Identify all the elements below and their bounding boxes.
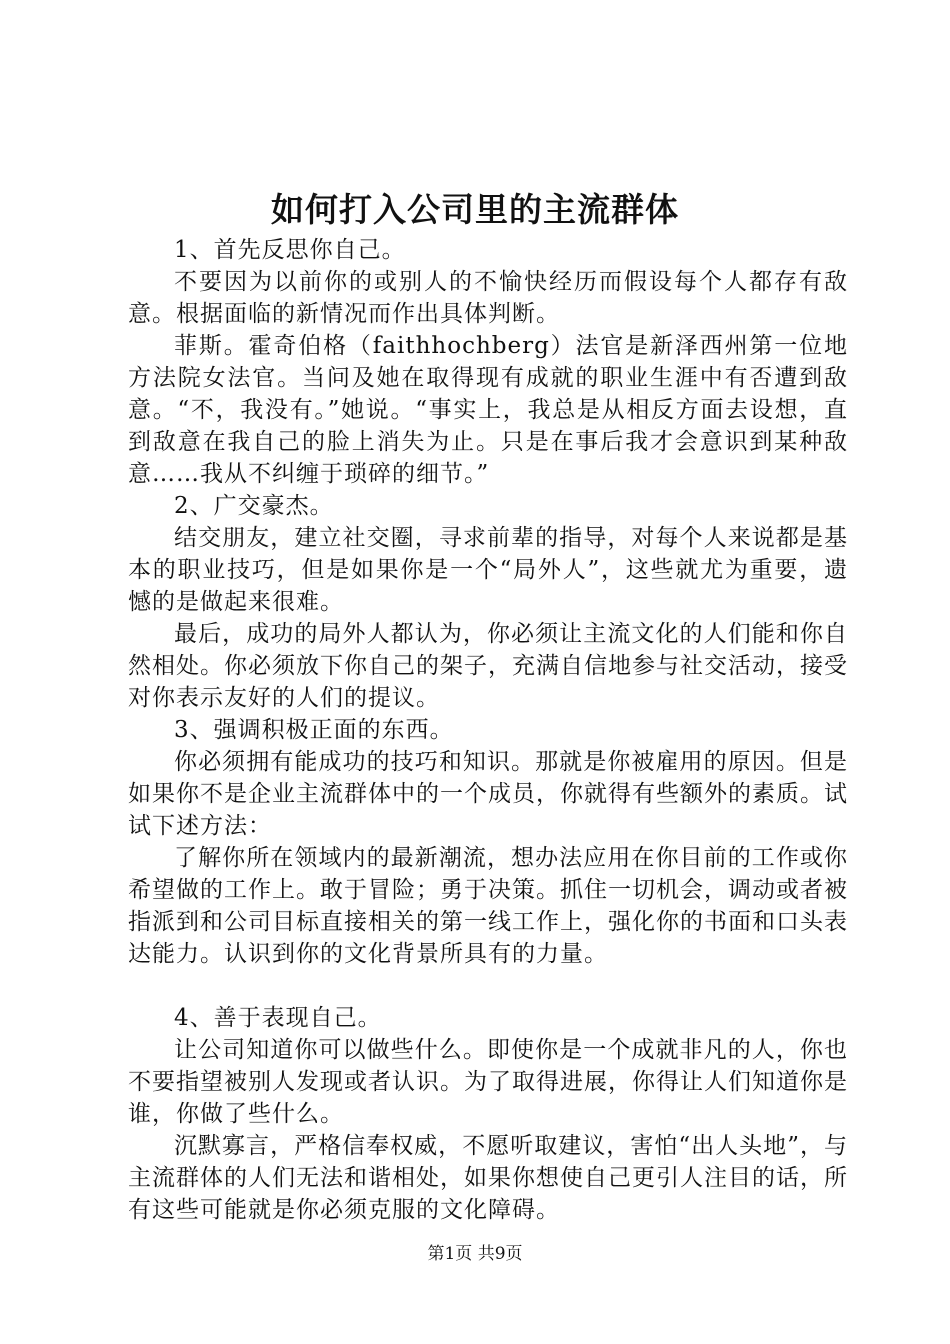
paragraph: 沉默寡言，严格信奉权威，不愿听取建议，害怕“出人头地”，与主流群体的人们无法和谐相处，如果你想使自己更引人注目的话，所有这些可能就是你必须克服的文化障碍。 [128,1133,848,1223]
document-body [128,234,848,1226]
paragraph: 让公司知道你可以做些什么。即使你是一个成就非凡的人，你也不要指望被别人发现或者认识。为了取得进展，你得让人们知道你是谁，你做了些什么。 [128,1037,848,1127]
section-heading-3: 3、强调积极正面的东西。 [174,717,454,743]
paragraph: 结交朋友，建立社交圈，寻求前辈的指导，对每个人来说都是基本的职业技巧，但是如果你是一个“局外人”，这些就尤为重要，遗憾的是做起来很难。 [128,525,848,615]
page-footer: 第1页 共9页 [427,1244,523,1264]
paragraph: 菲斯。霍奇伯格（faithhochberg）法官是新泽西州第一位地方法院女法官。当问及她在取得现有成就的职业生涯中有否遭到敌意。“不，我没有。”她说。“事实上，我总是从相反方面去设想，直到敌意在我自己的脸上消失为止。只是在事后我才会意识到某种敌意……我从不纠缠于琐碎的细节。” [128,333,848,487]
paragraph: 最后，成功的局外人都认为，你必须让主流文化的人们能和你自然相处。你必须放下你自己的架子，充满自信地参与社交活动，接受对你表示友好的人们的提议。 [128,621,848,711]
section-heading-2: 2、广交豪杰。 [174,493,334,519]
section-heading-1: 1、首先反思你自己。 [174,237,406,263]
paragraph: 你必须拥有能成功的技巧和知识。那就是你被雇用的原因。但是如果你不是企业主流群体中的一个成员，你就得有些额外的素质。试试下述方法： [128,749,848,839]
section-heading-4: 4、善于表现自己。 [174,1005,382,1031]
paragraph: 了解你所在领域内的最新潮流，想办法应用在你目前的工作或你希望做的工作上。敢于冒险；勇于决策。抓住一切机会，调动或者被指派到和公司目标直接相关的第一线工作上，强化你的书面和口头表达能力。认识到你的文化背景所具有的力量。 [128,845,848,967]
paragraph: 不要因为以前你的或别人的不愉快经历而假设每个人都存有敌意。根据面临的新情况而作出具体判断。 [128,269,848,327]
document-title: 如何打入公司里的主流群体 [271,190,679,229]
